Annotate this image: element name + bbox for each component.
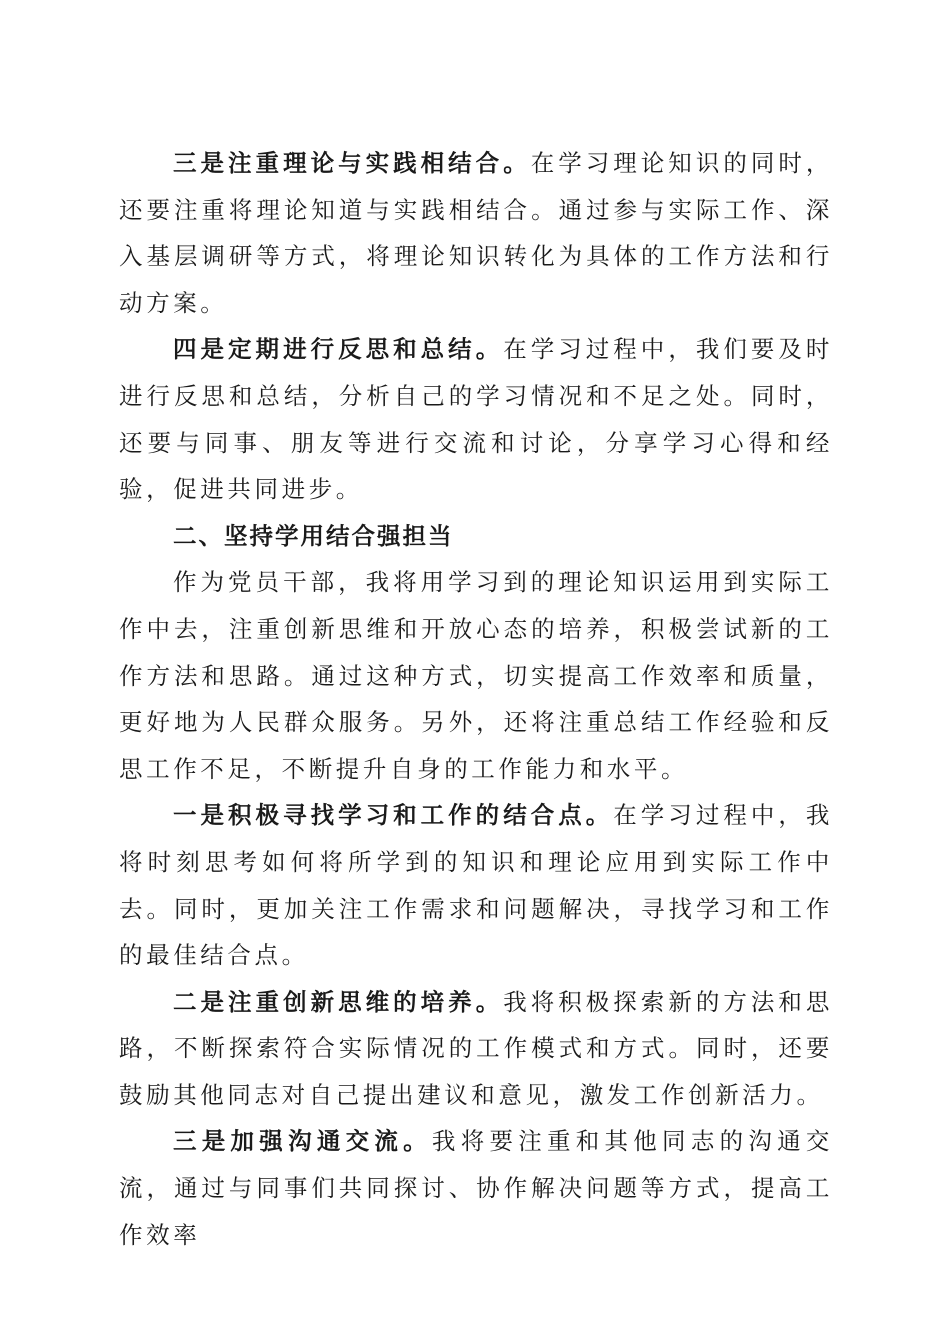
point-text: 我将要注重和其他同志的沟通交流，通过与同事们共同探讨、协作解决问题等方式，提高工作效率 — [119, 1127, 834, 1249]
paragraph-lead: 四是定期进行反思和总结。 — [173, 335, 504, 364]
paragraph-theory-practice — [119, 140, 833, 326]
point-text: 在学习过程中，我将时刻思考如何将所学到的知识和理论应用到实际工作中去。同时，更加关注工作需求和问题解决，寻找学习和工作的最佳结合点。 — [119, 801, 833, 970]
document-body — [119, 140, 833, 1258]
paragraph-text: 在学习理论知识的同时，还要注重将理论知道与实践相结合。通过参与实际工作、深入基层调研等方式，将理论知识转化为具体的工作方法和行动方案。 — [119, 149, 833, 317]
paragraph-lead: 三是注重理论与实践相结合。 — [173, 149, 531, 177]
paragraph-reflection — [119, 326, 833, 512]
paragraph-text: 在学习过程中，我们要及时进行反思和总结，分析自己的学习情况和不足之处。同时，还要与同事、朋友等进行交流和讨论，分享学习心得和经验，促进共同进步。 — [119, 335, 834, 504]
point-communication — [119, 1118, 833, 1258]
section-intro: 作为党员干部，我将用学习到的理论知识运用到实际工作中去，注重创新思维和开放心态的培养，积极尝试新的工作方法和思路。通过这种方式，切实提高工作效率和质量，更好地为人民群众服务。另外，还将注重总结工作经验和反思工作不足，不断提升自身的工作能力和水平。 — [119, 568, 833, 783]
point-innovation — [119, 979, 833, 1119]
point-combination — [119, 792, 833, 978]
point-lead: 一是积极寻找学习和工作的结合点。 — [173, 801, 614, 830]
point-lead: 二是注重创新思维的培养。 — [173, 987, 504, 1016]
point-lead: 三是加强沟通交流。 — [173, 1127, 432, 1156]
section-heading: 二、坚持学用结合强担当 — [173, 521, 454, 550]
point-text: 我将积极探索新的方法和思路，不断探索符合实际情况的工作模式和方式。同时，还要鼓励其他同志对自己提出建议和意见，激发工作创新活力。 — [119, 987, 834, 1109]
